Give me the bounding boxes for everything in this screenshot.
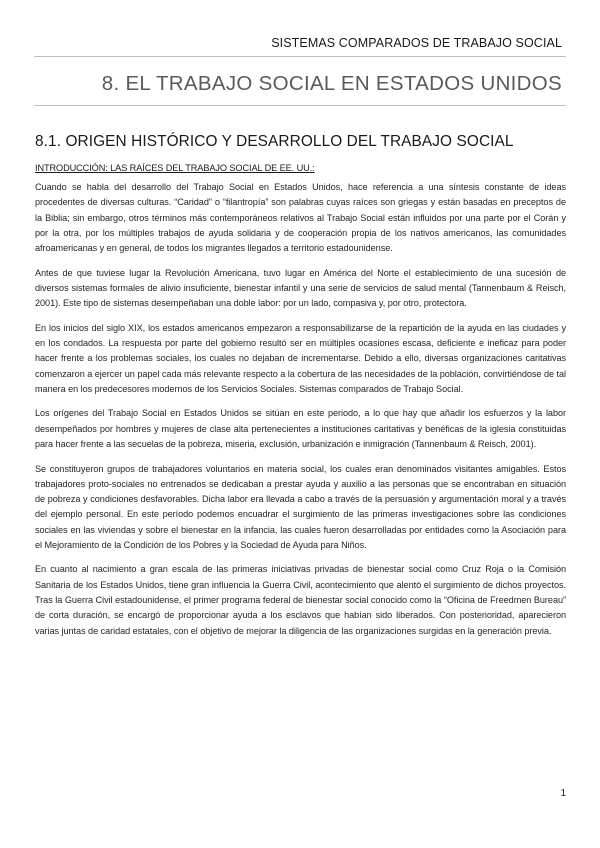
paragraph: Antes de que tuviese lugar la Revolución Americana, tuvo lugar en América del Norte el establecimiento de una sucesión de diversos sistemas formales de alivio insuficiente, bienestar infantil y una serie de servicios de salud mental (Tannenbaum & Reisch, 2001). Este tipo de sistemas desempeñaban una doble labor: por un lado, compasiva y, por otro, protectora. (35, 267, 566, 309)
paragraph: En cuanto al nacimiento a gran escala de las primeras iniciativas privadas de bienestar social como Cruz Roja o la Comisión Sanitaria de los Estados Unidos, tiene gran influencia la Guerra Civil, acontecimiento que alentó el surgimiento de dichos proyectos. Tras la Guerra Civil estadounidense, el primer programa federal de bienestar social conocido como la “Oficina de Freedmen Bureau” de corta duración, se encargó de proporcionar ayuda a los esclavos que habían sido liberados. Con posterioridad, aparecieron varias juntas de caridad estatales, con el objetivo de mejorar la diligencia de las organizaciones surgidas en la generación previa. (35, 564, 566, 636)
paragraph: Se constituyeron grupos de trabajadores voluntarios en materia social, los cuales eran denominados visitantes amigables. Estos trabajadores proto-sociales no entrenados se dedicaban a prestar ayuda y auxilio a las personas que se encontraban en situación de pobreza y condiciones desfavorables. Dicha labor era llevada a cabo a través de la persuasión y argumentación moral y a través del ejemplo personal. En este período podemos encuadrar el surgimiento de las primeras investigaciones sobre las condiciones sociales en las viviendas y sobre el bienestar en la infancia, las cuales fueron desarrolladas por entidades como la Asociación para el Mejoramiento de la Condición de los Pobres y la Sociedad de Ayuda para Niños. (35, 463, 566, 550)
intro-heading: INTRODUCCIÓN: LAS RAÍCES DEL TRABAJO SOCIAL DE EE. UU.: (35, 163, 315, 173)
paragraph: En los inicios del siglo XIX, los estados americanos empezaron a responsabilizarse de la repartición de la ayuda en las ciudades y en los condados. La respuesta por parte del gobierno resultó ser en múltiples ocasiones escasa, deficiente e ineficaz para poder hacer frente a los problemas sociales, los cuales no dejaban de incrementarse. Debido a ello, diversas organizaciones caritativas comenzaron a ejercer un papel cada más relevante respecto a la cobertura de las necesidades de la población, convirtiéndose de tal manera en los predecesores modernos de los Servicios Sociales. Sistemas comparados de Trabajo Social. (35, 322, 566, 394)
running-header: SISTEMAS COMPARADOS DE TRABAJO SOCIAL (271, 36, 562, 50)
paragraph: Los orígenes del Trabajo Social en Estados Unidos se sitúan en este periodo, a lo que hay que añadir los esfuerzos y la labor desempeñados por hombres y mujeres de clase alta pertenecientes a instituciones caritativas y benéficas de la iglesia constituidas para hacer frente a las secuelas de la pobreza, miseria, exclusión, urbanización e inmigración (Tannenbaum & Reisch, 2001). (35, 408, 566, 450)
paragraph: Cuando se habla del desarrollo del Trabajo Social en Estados Unidos, hace referencia a una síntesis constante de ideas procedentes de diversas culturas. “Caridad” o “filantropía” son palabras cuyas raíces son griegas y están basadas en preceptos de la Biblia; sin embargo, otros términos más contemporáneos relativos al Trabajo Social están influidos por una parte por el Corán y por la otra, por los múltiples trabajos de ayuda solidaria y de cooperación propia de los nativos americanos, las comunidades afroamericanas y en general, de todos los migrantes llegados a territorio estadounidense. (35, 182, 566, 254)
header-divider (34, 56, 566, 57)
chapter-divider (34, 105, 566, 106)
body-text (35, 180, 566, 648)
section-title: 8.1. ORIGEN HISTÓRICO Y DESARROLLO DEL TRABAJO SOCIAL (35, 133, 514, 150)
chapter-title: 8. EL TRABAJO SOCIAL EN ESTADOS UNIDOS (101, 72, 562, 95)
page-number: 1 (560, 788, 566, 799)
